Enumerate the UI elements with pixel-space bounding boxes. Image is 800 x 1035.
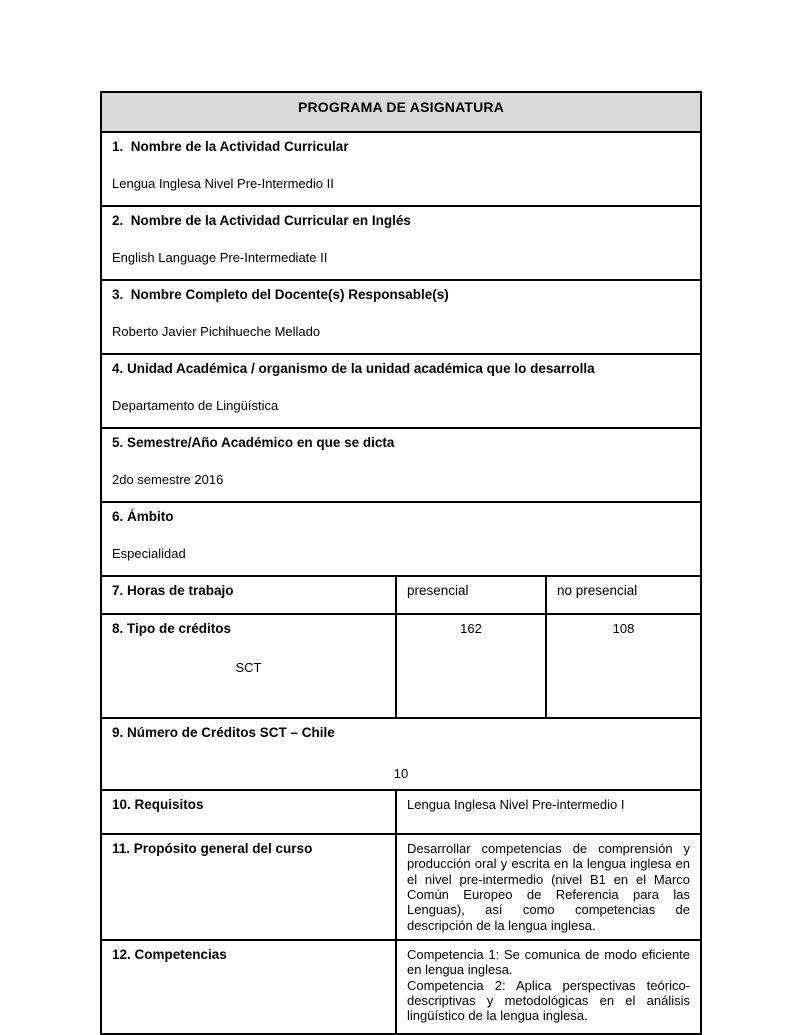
row4-value: Departamento de Lingüística — [112, 397, 279, 413]
row8-label: 8. Tipo de créditos — [112, 621, 232, 636]
row-11 — [101, 834, 701, 940]
row5-value: 2do semestre 2016 — [112, 471, 224, 487]
row7-no-presencial: no presencial — [546, 576, 701, 614]
row12-competencia-2: Competencia 2: Aplica perspectivas teórico-descriptivas y metodológicas en el análisis lingüístico de la lengua inglesa. — [407, 977, 691, 1024]
row-1 — [101, 132, 701, 206]
row1-value: Lengua Inglesa Nivel Pre-Intermedio II — [112, 175, 334, 191]
row-10 — [101, 790, 701, 834]
row12-competencia-1: Competencia 1: Se comunica de modo eficiente en lengua inglesa. — [407, 946, 691, 978]
row9-label: 9. Número de Créditos SCT – Chile — [112, 725, 335, 740]
row6-value: Especialidad — [112, 545, 186, 561]
row6-label: 6. Ámbito — [112, 509, 174, 524]
row8-sct-sublabel: SCT — [235, 659, 262, 675]
row2-value: English Language Pre-Intermediate II — [112, 249, 328, 265]
row8-presencial-value: 162 — [396, 614, 546, 718]
header-row — [101, 92, 701, 132]
row7-label: 7. Horas de trabajo — [112, 583, 234, 598]
row10-value: Lengua Inglesa Nivel Pre-intermedio I — [396, 790, 701, 834]
row2-label: 2. Nombre de la Actividad Curricular en Inglés — [112, 213, 411, 228]
row-4 — [101, 354, 701, 428]
row-6 — [101, 502, 701, 576]
row9-value: 10 — [393, 765, 409, 781]
row4-label: 4. Unidad Académica / organismo de la unidad académica que lo desarrolla — [112, 361, 595, 376]
row-8 — [101, 614, 701, 718]
row-12 — [101, 940, 701, 1034]
row11-value: Desarrollar competencias de comprensión y producción oral y escrita en la lengua inglesa en el nivel pre-intermedio (nivel B1 en el Marco Común Europeo de Referencia para las Lenguas), así como competencias de descripción de la lengua inglesa. — [396, 834, 701, 940]
row7-presencial: presencial — [396, 576, 546, 614]
row1-label: 1. Nombre de la Actividad Curricular — [112, 139, 349, 154]
table-title: PROGRAMA DE ASIGNATURA — [101, 92, 701, 132]
row11-label: 11. Propósito general del curso — [112, 841, 313, 856]
row5-label: 5. Semestre/Año Académico en que se dicta — [112, 435, 395, 450]
row-3 — [101, 280, 701, 354]
syllabus-table — [100, 91, 702, 1035]
row-9 — [101, 718, 701, 790]
row12-label: 12. Competencias — [112, 946, 227, 962]
row-2 — [101, 206, 701, 280]
row-5 — [101, 428, 701, 502]
row3-value: Roberto Javier Pichihueche Mellado — [112, 323, 321, 339]
row3-label: 3. Nombre Completo del Docente(s) Responsable(s) — [112, 287, 449, 302]
row-7 — [101, 576, 701, 614]
row8-no-presencial-value: 108 — [546, 614, 701, 718]
row10-label: 10. Requisitos — [112, 797, 204, 812]
